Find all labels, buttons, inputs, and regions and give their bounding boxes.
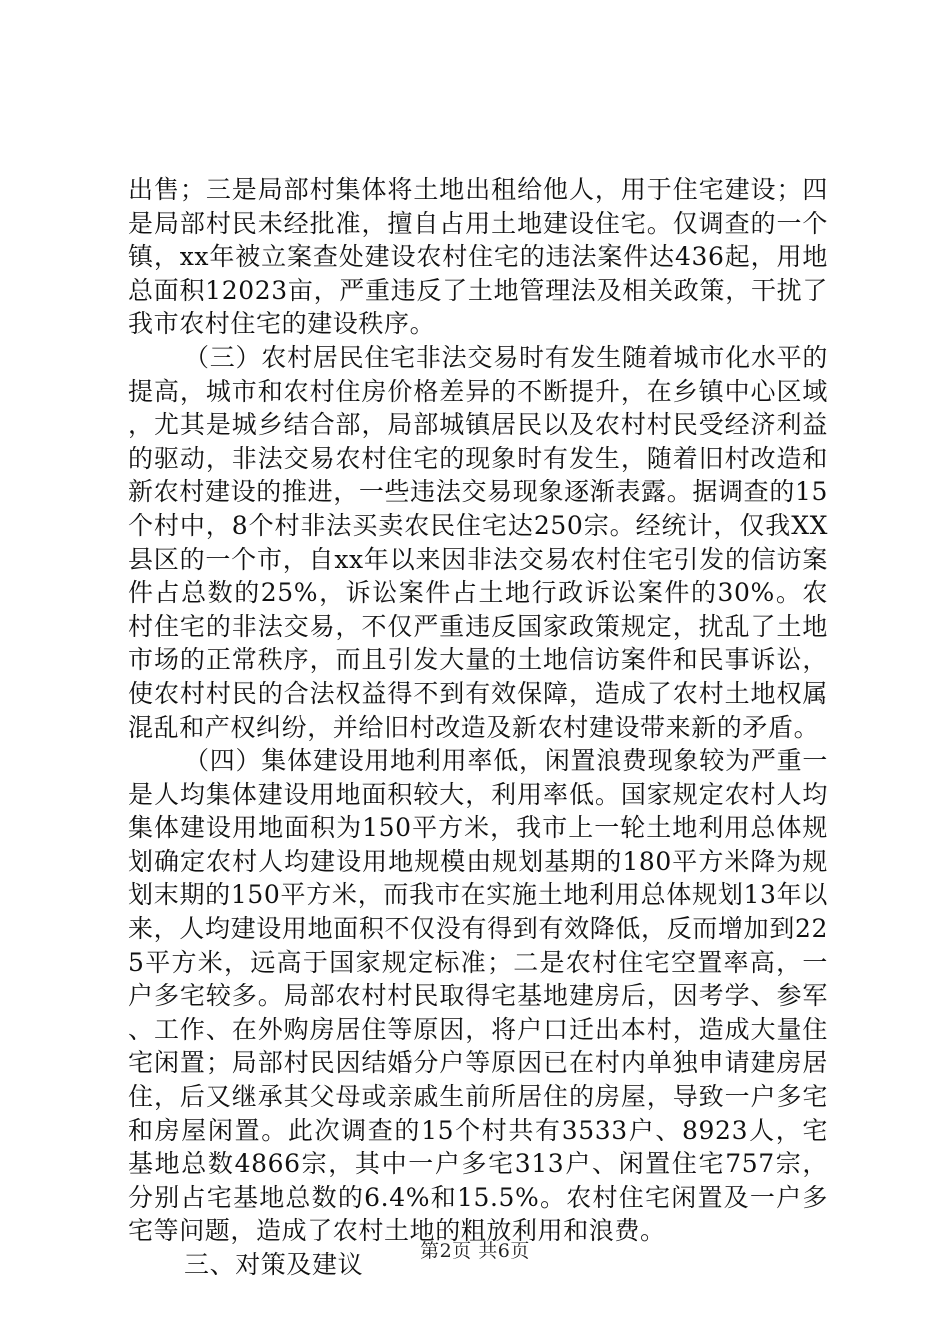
document-body [128,173,828,1282]
page-number-footer: 第2页 共6页 [420,1240,530,1262]
section-heading-countermeasures: 三、对策及建议 [184,1250,364,1279]
paragraph-section-3-illegal-transactions: （三）农村居民住宅非法交易时有发生随着城市化水平的提高，城市和农村住房价格差异的不断提升，在乡镇中心区域，尤其是城乡结合部，局部城镇居民以及农村村民受经济利益的驱动，非法交易农村住宅的现象时有发生，随着旧村改造和新农村建设的推进，一些违法交易现象逐渐表露。据调查的15个村中，8个村非法买卖农民住宅达250宗。经统计，仅我XX县区的一个市，自xx年以来因非法交易农村住宅引发的信访案件占总数的25%，诉讼案件占土地行政诉讼案件的30%。农村住宅的非法交易，不仅严重违反国家政策规定，扰乱了土地市场的正常秩序，而且引发大量的土地信访案件和民事诉讼，使农村村民的合法权益得不到有效保障，造成了农村土地权属混乱和产权纠纷，并给旧村改造及新农村建设带来新的矛盾。 [128,342,828,742]
paragraph-continuation: 出售；三是局部村集体将土地出租给他人，用于住宅建设；四是局部村民未经批准，擅自占用土地建设住宅。仅调查的一个镇，xx年被立案查处建设农村住宅的违法案件达436起，用地总面积12023亩，严重违反了土地管理法及相关政策，干扰了我市农村住宅的建设秩序。 [128,175,828,339]
paragraph-section-4-land-utilization: （四）集体建设用地利用率低，闲置浪费现象较为严重一是人均集体建设用地面积较大，利用率低。国家规定农村人均集体建设用地面积为150平方米，我市上一轮土地利用总体规划确定农村人均建设用地规模由规划基期的180平方米降为规划末期的150平方米，而我市在实施土地利用总体规划13年以来，人均建设用地面积不仅没有得到有效降低，反而增加到225平方米，远高于国家规定标准；二是农村住宅空置率高，一户多宅较多。局部农村村民取得宅基地建房后，因考学、参军、工作、在外购房居住等原因，将户口迁出本村，造成大量住宅闲置；局部村民因结婚分户等原因已在村内单独申请建房居住，后又继承其父母或亲戚生前所居住的房屋，导致一户多宅和房屋闲置。此次调查的15个村共有3533户、8923人，宅基地总数4866宗，其中一户多宅313户、闲置住宅757宗，分别占宅基地总数的6.4%和15.5%。农村住宅闲置及一户多宅等问题，造成了农村土地的粗放利用和浪费。 [128,746,828,1246]
